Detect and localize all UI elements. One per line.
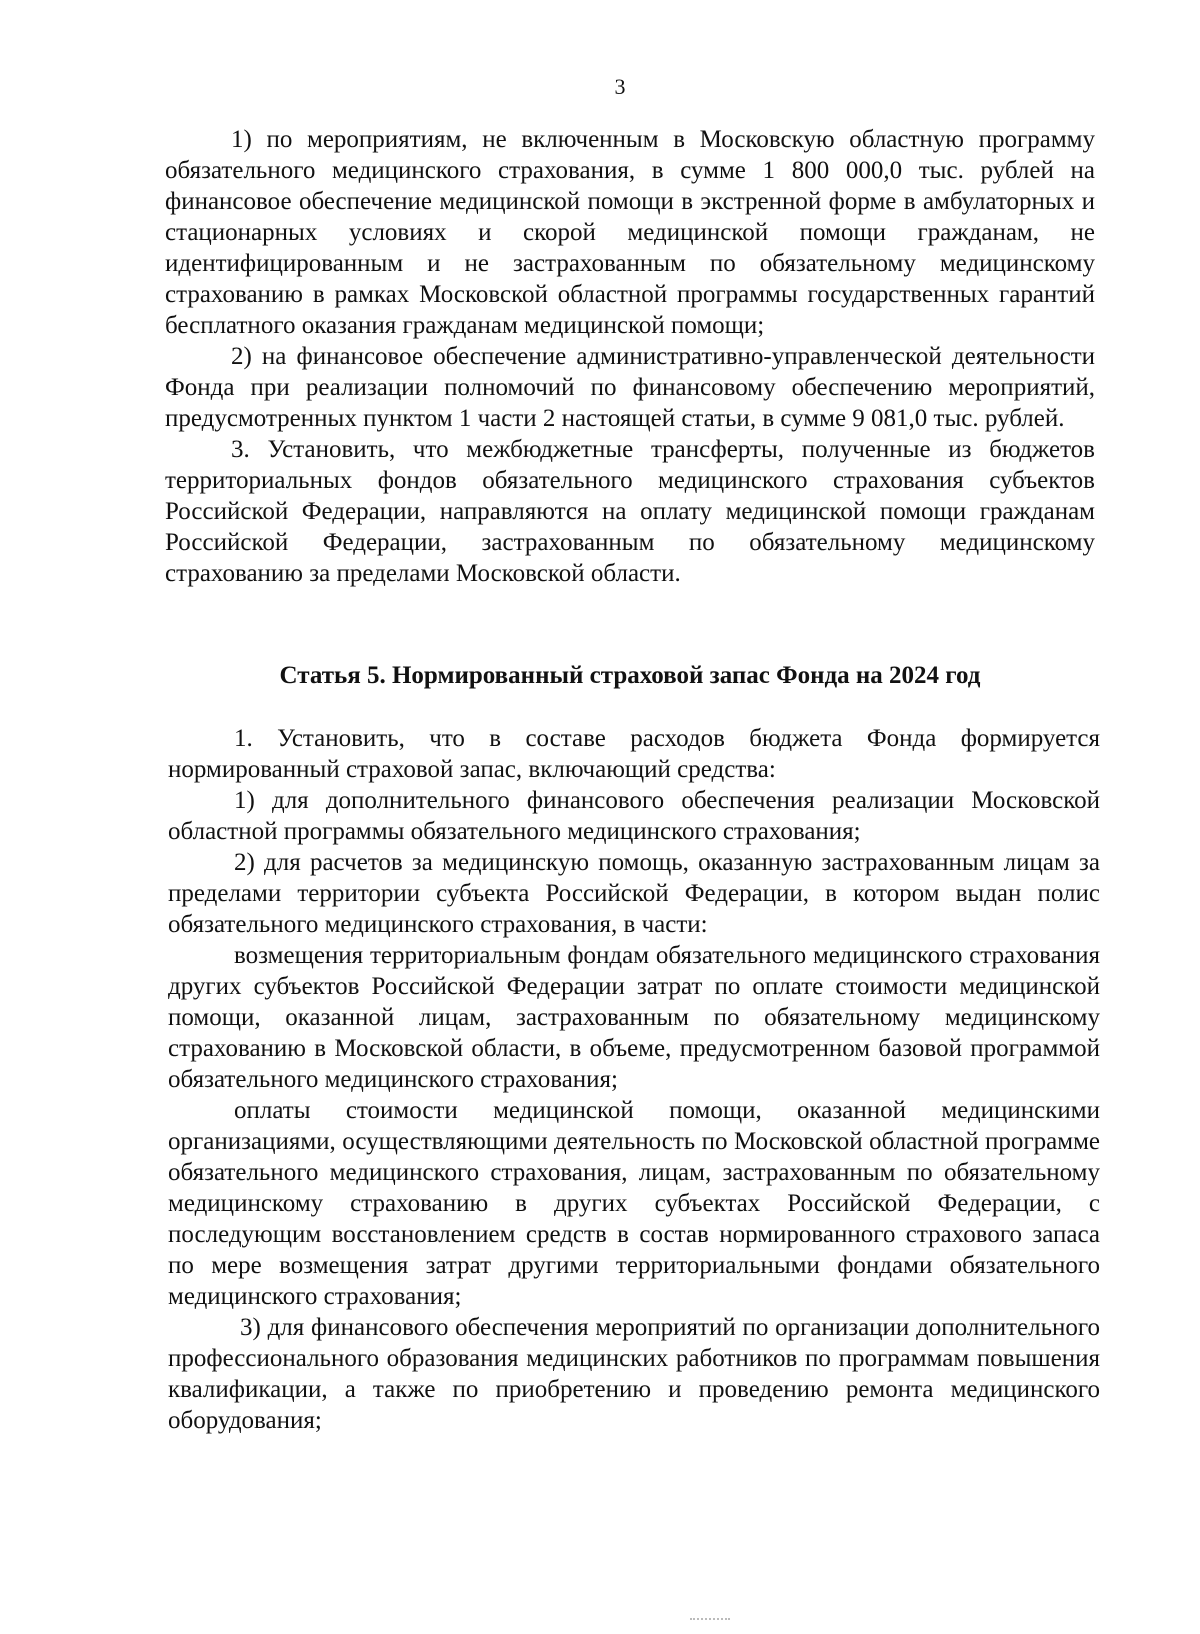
article-4-continuation bbox=[165, 124, 1095, 589]
paragraph-item-2: 2) на финансовое обеспечение административно-управленческой деятельности Фонда при реализации полномочий по финансовому обеспечению мероприятий, предусмотренных пунктом 1 части 2 настоящей статьи, в сумме 9 081,0 тыс. рублей. bbox=[165, 343, 1095, 432]
paragraph-item-1: 1) для дополнительного финансового обеспечения реализации Московской областной программы обязательного медицинского страхования; bbox=[168, 787, 1100, 845]
paragraph-part-3: 3. Установить, что межбюджетные трансферты, полученные из бюджетов территориальных фондов обязательного медицинского страхования субъектов Российской Федерации, направляются на оплату медицинской помощи гражданам Российской Федерации, застрахованным по обязательному медицинскому страхованию за пределами Московской области. bbox=[165, 436, 1095, 587]
article-5-body bbox=[168, 723, 1100, 1436]
page-number: 3 bbox=[614, 74, 626, 99]
paragraph-item-1: 1) по мероприятиям, не включенным в Московскую областную программу обязательного медицинского страхования, в сумме 1 800 000,0 тыс. рублей на финансовое обеспечение медицинской помощи в экстренной форме в амбулаторных и стационарных условиях и скорой медицинской помощи гражданам, не идентифицированным и не застрахованным по обязательному медицинскому страхованию в рамках Московской областной программы государственных гарантий бесплатного оказания гражданам медицинской помощи; bbox=[165, 126, 1095, 339]
paragraph-item-3: 3) для финансового обеспечения мероприятий по организации дополнительного профессионального образования медицинских работников по программам повышения квалификации, а также по приобретению и проведению ремонта медицинского оборудования; bbox=[168, 1314, 1100, 1434]
paragraph-item-2: 2) для расчетов за медицинскую помощь, оказанную застрахованным лицам за пределами территории субъекта Российской Федерации, в котором выдан полис обязательного медицинского страхования, в части: bbox=[168, 849, 1100, 938]
paragraph-subitem-reimbursement: возмещения территориальным фондам обязательного медицинского страхования других субъектов Российской Федерации затрат по оплате стоимости медицинской помощи, оказанной лицам, застрахованным по обязательному медицинскому страхованию в Московской области, в объеме, предусмотренном базовой программой обязательного медицинского страхования; bbox=[168, 942, 1100, 1093]
paragraph-part-1: 1. Установить, что в составе расходов бюджета Фонда формируется нормированный страховой запас, включающий средства: bbox=[168, 725, 1100, 783]
article-5-heading: Статья 5. Нормированный страховой запас Фонда на 2024 год bbox=[279, 662, 981, 689]
paragraph-subitem-payment: оплаты стоимости медицинской помощи, оказанной медицинскими организациями, осуществляющими деятельность по Московской областной программе обязательного медицинского страхования, лицам, застрахованным по обязательному медицинскому страхованию в других субъектах Российской Федерации, с последующим восстановлением средств в состав нормированного страхового запаса по мере возмещения затрат другими территориальными фондами обязательного медицинского страхования; bbox=[168, 1097, 1100, 1310]
scan-artifact bbox=[690, 1618, 730, 1623]
